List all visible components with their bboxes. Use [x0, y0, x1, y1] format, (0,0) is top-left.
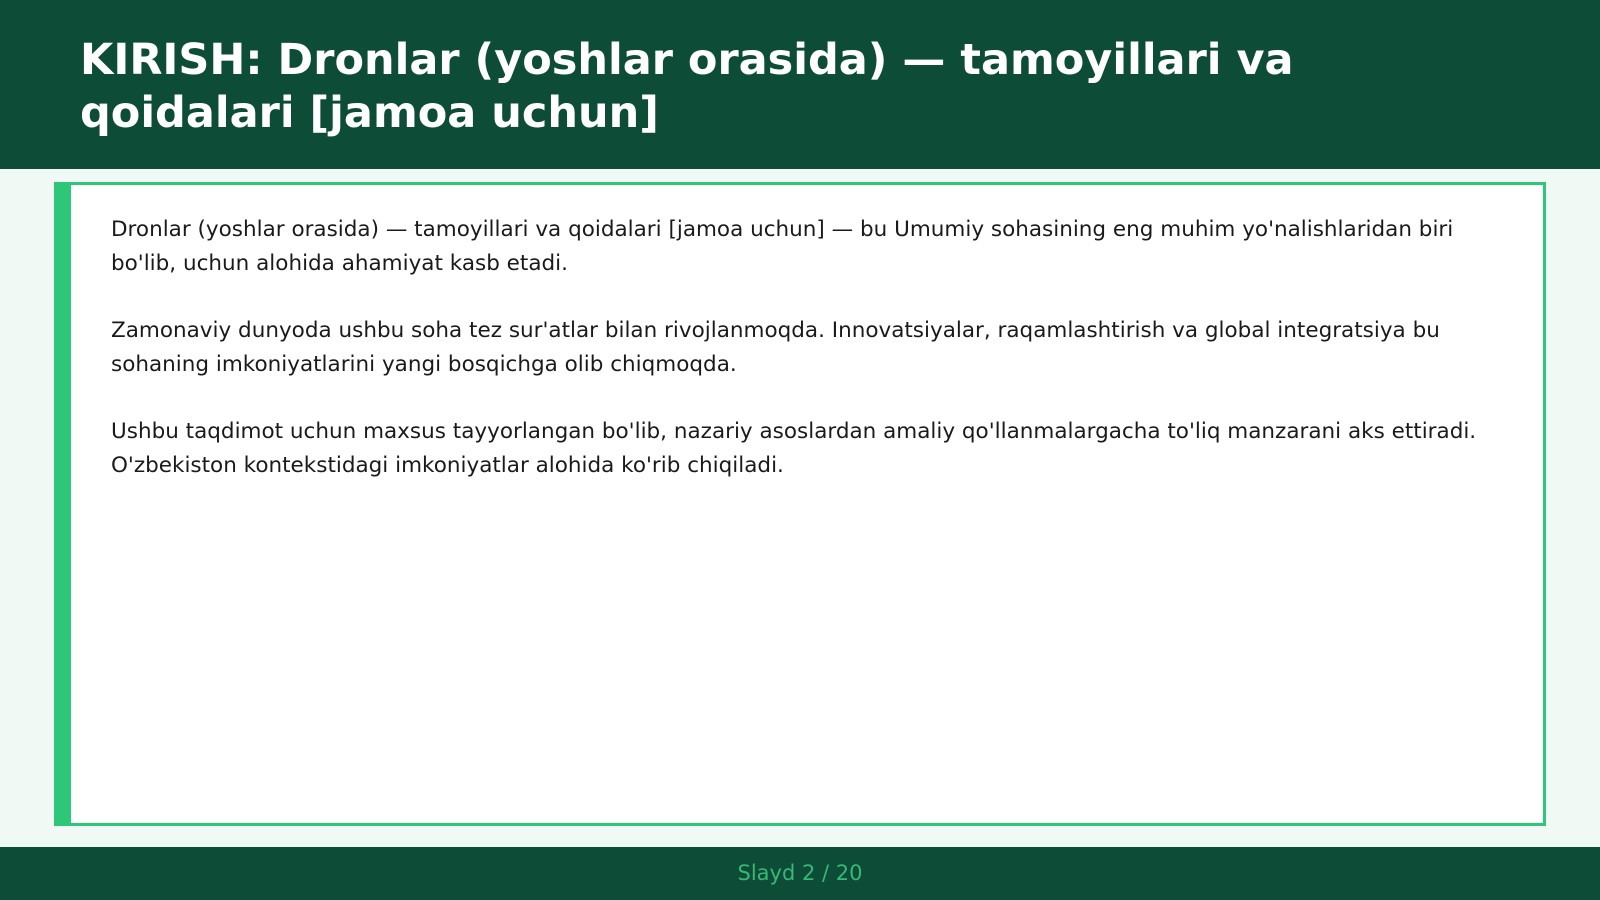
slide-counter: Slayd 2 / 20 [737, 861, 863, 885]
body-paragraph: Dronlar (yoshlar orasida) — tamoyillari va qoidalari [jamoa uchun] — bu Umumiy sohasining eng muhim yo'nalishlaridan biri bo'lib, uchun alohida ahamiyat kasb etadi. [111, 217, 1454, 276]
slide-title: KIRISH: Dronlar (yoshlar orasida) — tamoyillari va qoidalari [jamoa uchun] [80, 35, 1294, 138]
slide-body [111, 213, 1491, 516]
body-paragraph: Ushbu taqdimot uchun maxsus tayyorlangan bo'lib, nazariy asoslardan amaliy qo'llanmalargacha to'liq manzarani aks ettiradi. O'zbekiston kontekstidagi imkoniyatlar alohida ko'rib chiqiladi. [111, 419, 1477, 478]
body-paragraph: Zamonaviy dunyoda ushbu soha tez sur'atlar bilan rivojlanmoqda. Innovatsiyalar, raqamlashtirish va global integratsiya bu sohaning imkoniyatlarini yangi bosqichga olib chiqmoqda. [111, 318, 1440, 377]
